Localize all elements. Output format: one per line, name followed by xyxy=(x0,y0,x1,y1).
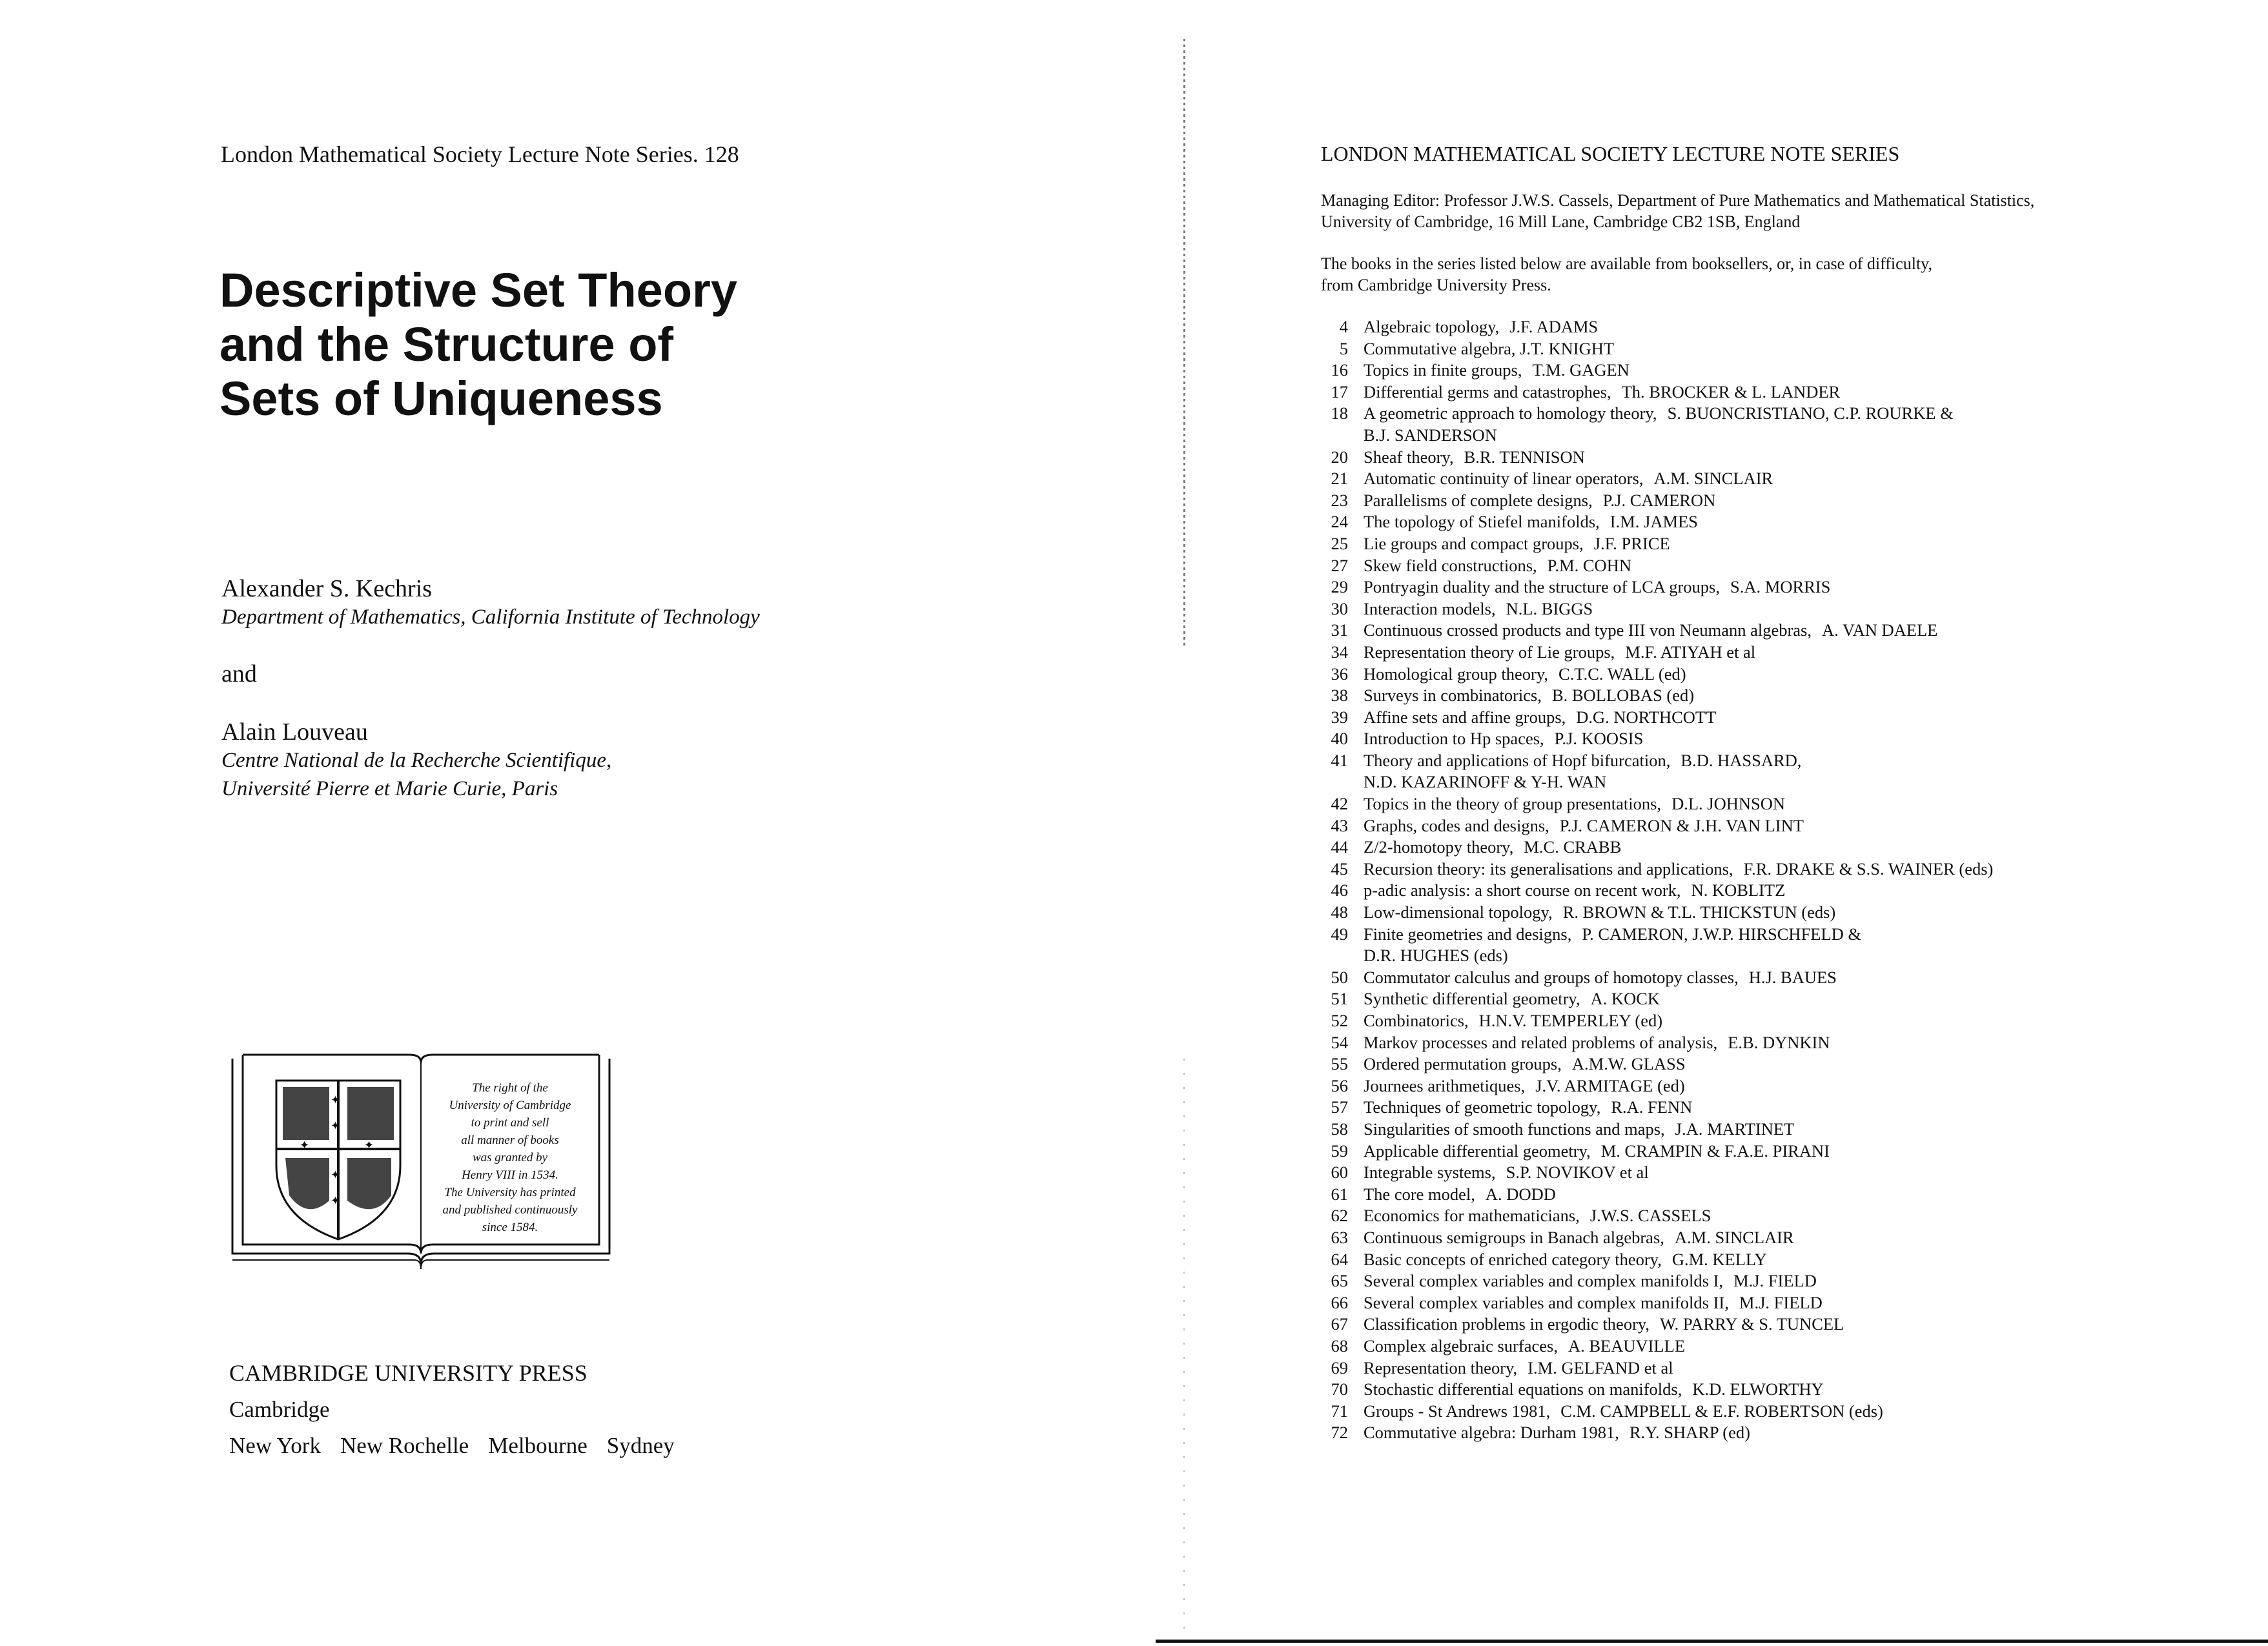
book-title: Sheaf theory, xyxy=(1364,447,1454,467)
book-title: Low-dimensional topology, xyxy=(1364,902,1553,922)
book-list-item xyxy=(1304,642,2240,664)
book-list-item xyxy=(1304,576,2240,598)
book-title: Representation theory, xyxy=(1364,1357,1518,1377)
book-list-item xyxy=(1304,1227,2240,1249)
book-title: The core model, xyxy=(1364,1184,1475,1204)
book-title xyxy=(220,263,737,426)
book-list-item xyxy=(1304,511,2240,533)
book-authors: H.J. BAUES xyxy=(1748,967,1837,987)
book-title: The topology of Stiefel manifolds, xyxy=(1364,512,1600,532)
title-line: Sets of Uniqueness xyxy=(220,372,663,425)
book-authors: A. VAN DAELE xyxy=(1822,620,1938,640)
book-title: Interaction models, xyxy=(1364,598,1496,618)
book-list-item xyxy=(1304,664,2240,686)
book-title: Economics for mathematicians, xyxy=(1364,1206,1580,1226)
book-number: 50 xyxy=(1331,967,1348,987)
book-title: Synthetic differential geometry, xyxy=(1364,989,1580,1009)
author-affiliation xyxy=(221,746,611,803)
book-list-item xyxy=(1304,1053,2240,1075)
book-list-item xyxy=(1304,1032,2240,1054)
book-title: Basic concepts of enriched category theory, xyxy=(1364,1249,1662,1269)
book-title: Combinatorics, xyxy=(1364,1011,1469,1030)
book-authors: I.M. GELFAND et al xyxy=(1527,1357,1673,1377)
book-title: Finite geometries and designs, xyxy=(1364,924,1572,944)
intro-line: The books in the series listed below are available from booksellers, or, in case of difficulty, xyxy=(1321,254,1932,273)
book-list-item xyxy=(1304,859,2240,880)
book-title: Classification problems in ergodic theory, xyxy=(1364,1314,1650,1334)
svg-text:✦: ✦ xyxy=(364,1139,374,1152)
book-number: 38 xyxy=(1331,686,1348,706)
book-number: 46 xyxy=(1331,880,1348,900)
book-number: 58 xyxy=(1331,1119,1348,1139)
book-number: 72 xyxy=(1331,1423,1348,1443)
book-title: Lie groups and compact groups, xyxy=(1364,533,1584,553)
book-list-item xyxy=(1304,1314,2240,1336)
book-authors: H.N.V. TEMPERLEY (ed) xyxy=(1478,1011,1663,1030)
book-number: 69 xyxy=(1331,1357,1348,1377)
book-list-item xyxy=(1304,447,2240,469)
book-authors: C.M. CAMPBELL & E.F. ROBERTSON (eds) xyxy=(1560,1401,1883,1421)
book-title: p-adic analysis: a short course on recent work, xyxy=(1364,880,1681,900)
book-title: Continuous semigroups in Banach algebras, xyxy=(1364,1227,1664,1247)
book-title: Commutator calculus and groups of homotopy classes, xyxy=(1364,967,1739,987)
book-authors: N. KOBLITZ xyxy=(1691,880,1786,900)
book-title: Homological group theory, xyxy=(1364,664,1549,684)
book-number: 66 xyxy=(1331,1292,1348,1312)
book-list-item xyxy=(1304,902,2240,924)
book-number: 52 xyxy=(1331,1011,1348,1030)
book-authors-continued: D.R. HUGHES (eds) xyxy=(1364,946,1508,966)
author-name: Alain Louveau xyxy=(221,718,368,746)
book-authors: W. PARRY & S. TUNCEL xyxy=(1660,1314,1844,1334)
book-number: 43 xyxy=(1331,815,1348,835)
book-list-item xyxy=(1304,533,2240,555)
book-authors: J.W.S. CASSELS xyxy=(1589,1206,1711,1226)
emblem-text-line: was granted by xyxy=(472,1151,548,1164)
book-number: 23 xyxy=(1331,490,1348,510)
book-title: Commutative algebra: Durham 1981, xyxy=(1364,1423,1619,1443)
book-number: 60 xyxy=(1331,1163,1348,1183)
book-number: 57 xyxy=(1331,1097,1348,1117)
book-list-item xyxy=(1304,750,2240,772)
book-authors: A. KOCK xyxy=(1590,989,1660,1009)
book-authors: N.L. BIGGS xyxy=(1506,598,1593,618)
managing-editor xyxy=(1321,190,2268,232)
book-title: Parallelisms of complete designs, xyxy=(1364,490,1593,510)
book-authors: S.P. NOVIKOV et al xyxy=(1506,1163,1649,1183)
book-title: Markov processes and related problems of analysis, xyxy=(1364,1032,1718,1052)
book-title: Representation theory of Lie groups, xyxy=(1364,642,1615,662)
book-title: Ordered permutation groups, xyxy=(1364,1054,1562,1074)
book-authors: B.D. HASSARD, xyxy=(1681,750,1802,770)
book-number: 44 xyxy=(1331,837,1348,857)
book-title: Several complex variables and complex manifolds I, xyxy=(1364,1271,1724,1291)
book-number: 65 xyxy=(1331,1271,1348,1291)
book-authors: R.A. FENN xyxy=(1611,1097,1693,1117)
book-title: Recursion theory: its generalisations and applications, xyxy=(1364,859,1733,879)
book-title: Applicable differential geometry, xyxy=(1364,1141,1591,1161)
book-authors: D.G. NORTHCOTT xyxy=(1576,707,1717,727)
book-number: 39 xyxy=(1331,707,1348,727)
author-name: Alexander S. Kechris xyxy=(221,575,433,602)
emblem-text-line: The right of the xyxy=(472,1081,548,1095)
svg-text:✦: ✦ xyxy=(300,1139,310,1152)
book-list-item xyxy=(1304,924,2240,946)
and-word: and xyxy=(221,660,257,687)
book-authors: C.T.C. WALL (ed) xyxy=(1558,664,1686,684)
book-list-item xyxy=(1304,815,2240,837)
emblem-text-line: and published continuously xyxy=(442,1203,578,1217)
book-authors: T.M. GAGEN xyxy=(1532,360,1629,380)
book-list-item xyxy=(1304,1270,2240,1292)
book-authors: F.R. DRAKE & S.S. WAINER (eds) xyxy=(1743,859,1994,879)
book-title: Several complex variables and complex manifolds II, xyxy=(1364,1292,1729,1312)
book-authors: G.M. KELLY xyxy=(1671,1249,1767,1269)
title-line: Descriptive Set Theory xyxy=(220,263,737,317)
svg-text:✦: ✦ xyxy=(331,1119,341,1133)
book-list-item xyxy=(1304,1162,2240,1184)
book-authors: S. BUONCRISTIANO, C.P. ROURKE & xyxy=(1667,403,1954,423)
city-name: Melbourne xyxy=(488,1433,587,1458)
book-list-item xyxy=(1304,967,2240,989)
title-line: and the Structure of xyxy=(220,318,674,371)
book-number: 48 xyxy=(1331,902,1348,922)
book-list-item xyxy=(1304,728,2240,750)
svg-text:✦: ✦ xyxy=(331,1168,341,1182)
book-authors: A.M.W. GLASS xyxy=(1571,1054,1686,1074)
editor-line: Managing Editor: Professor J.W.S. Cassels, Department of Pure Mathematics and Mathematical Statistics, xyxy=(1321,191,2035,210)
book-title: Techniques of geometric topology, xyxy=(1364,1097,1601,1117)
svg-text:✦: ✦ xyxy=(331,1093,341,1107)
book-authors: R.Y. SHARP (ed) xyxy=(1629,1423,1750,1443)
book-title: Pontryagin duality and the structure of LCA groups, xyxy=(1364,577,1720,597)
book-list-item xyxy=(1304,403,2240,425)
book-title: Topics in the theory of group presentations, xyxy=(1364,794,1662,814)
emblem-text-line: since 1584. xyxy=(482,1221,538,1234)
book-list-item xyxy=(1304,1184,2240,1206)
book-authors: K.D. ELWORTHY xyxy=(1692,1379,1824,1399)
book-authors: J.F. ADAMS xyxy=(1509,317,1599,336)
book-number: 49 xyxy=(1331,924,1348,944)
book-title: Integrable systems, xyxy=(1364,1163,1496,1183)
book-number: 42 xyxy=(1331,794,1348,814)
book-title: Differential germs and catastrophes, xyxy=(1364,381,1611,401)
book-authors: A.M. SINCLAIR xyxy=(1674,1227,1794,1247)
book-authors: P.J. CAMERON xyxy=(1602,490,1716,510)
book-number: 62 xyxy=(1331,1206,1348,1226)
book-list-item xyxy=(1304,1205,2240,1227)
book-authors: A. BEAUVILLE xyxy=(1568,1336,1686,1356)
book-list-item xyxy=(1304,1075,2240,1097)
book-authors: M.J. FIELD xyxy=(1739,1292,1823,1312)
book-number: 68 xyxy=(1331,1336,1348,1356)
book-authors: A. DODD xyxy=(1485,1184,1556,1204)
book-authors: P.J. CAMERON & J.H. VAN LINT xyxy=(1559,815,1804,835)
book-list-item xyxy=(1304,1249,2240,1271)
book-number: 21 xyxy=(1331,469,1348,489)
book-title: Commutative algebra, J.T. KNIGHT xyxy=(1364,338,1615,358)
book-list-item xyxy=(1304,1010,2240,1032)
book-authors: M.C. CRABB xyxy=(1524,837,1622,857)
book-title: Complex algebraic surfaces, xyxy=(1364,1336,1558,1356)
book-list-item xyxy=(1304,707,2240,729)
book-number: 41 xyxy=(1331,750,1348,770)
book-list xyxy=(1304,316,2240,1444)
book-authors: P.M. COHN xyxy=(1547,555,1631,575)
book-authors: D.L. JOHNSON xyxy=(1671,794,1786,814)
page-gutter xyxy=(1183,39,1185,645)
book-list-item xyxy=(1304,1119,2240,1141)
series-heading: LONDON MATHEMATICAL SOCIETY LECTURE NOTE SERIES xyxy=(1321,142,1900,165)
book-title: Graphs, codes and designs, xyxy=(1364,815,1549,835)
book-title: Journees arithmetiques, xyxy=(1364,1075,1526,1095)
book-title: Skew field constructions, xyxy=(1364,555,1537,575)
book-title: Topics in finite groups, xyxy=(1364,360,1522,380)
book-list-item xyxy=(1304,1336,2240,1357)
book-list-item xyxy=(1304,1292,2240,1314)
emblem-text-line: Henry VIII in 1534. xyxy=(462,1168,558,1182)
book-list-item xyxy=(1304,598,2240,620)
series-line: London Mathematical Society Lecture Note Series. 128 xyxy=(221,141,739,167)
book-number: 20 xyxy=(1331,447,1348,467)
book-number: 34 xyxy=(1331,642,1348,662)
city-name: New York xyxy=(229,1433,321,1458)
book-authors: S.A. MORRIS xyxy=(1730,577,1831,597)
book-list-item xyxy=(1304,316,2240,338)
book-authors: J.V. ARMITAGE (ed) xyxy=(1535,1075,1685,1095)
book-list-item xyxy=(1304,338,2240,360)
book-number: 70 xyxy=(1331,1379,1348,1399)
book-number: 40 xyxy=(1331,729,1348,749)
book-title: Groups - St Andrews 1981, xyxy=(1364,1401,1551,1421)
book-title: Affine sets and affine groups, xyxy=(1364,707,1566,727)
emblem-text-line: University of Cambridge xyxy=(449,1099,571,1112)
book-title: Theory and applications of Hopf bifurcation, xyxy=(1364,750,1671,770)
book-list-item xyxy=(1304,1357,2240,1379)
publisher-cities xyxy=(229,1433,694,1459)
book-number: 54 xyxy=(1331,1032,1348,1052)
book-number: 27 xyxy=(1331,555,1348,575)
book-number: 67 xyxy=(1331,1314,1348,1334)
affiliation-line: Université Pierre et Marie Curie, Paris xyxy=(221,777,558,800)
affiliation-line: Centre National de la Recherche Scientifique, xyxy=(221,749,612,772)
author-affiliation: Department of Mathematics, California Institute of Technology xyxy=(221,605,760,629)
book-list-item xyxy=(1304,490,2240,512)
emblem-text-line: The University has printed xyxy=(444,1186,576,1199)
book-list-item xyxy=(1304,381,2240,403)
book-authors: M.J. FIELD xyxy=(1733,1271,1817,1291)
book-list-item xyxy=(1304,555,2240,577)
book-number: 24 xyxy=(1331,512,1348,532)
page-gutter xyxy=(1183,1059,1185,1640)
book-authors: I.M. JAMES xyxy=(1609,512,1698,532)
book-number: 18 xyxy=(1331,403,1348,423)
book-number: 45 xyxy=(1331,859,1348,879)
book-authors-continued: N.D. KAZARINOFF & Y-H. WAN xyxy=(1364,772,1607,792)
book-list-item xyxy=(1304,880,2240,902)
emblem-text xyxy=(426,1079,594,1236)
book-list-item xyxy=(1304,1401,2240,1423)
city-name: Sydney xyxy=(606,1433,675,1458)
emblem-text-line: to print and sell xyxy=(471,1116,549,1130)
book-number: 55 xyxy=(1331,1054,1348,1074)
book-authors: A.M. SINCLAIR xyxy=(1653,469,1773,489)
book-authors: P.J. KOOSIS xyxy=(1554,729,1644,749)
book-number: 16 xyxy=(1331,360,1348,380)
book-number: 59 xyxy=(1331,1141,1348,1161)
book-authors: J.F. PRICE xyxy=(1593,533,1670,553)
availability-note xyxy=(1321,253,2096,296)
book-title: Algebraic topology, xyxy=(1364,317,1500,336)
book-authors: M. CRAMPIN & F.A.E. PIRANI xyxy=(1600,1141,1830,1161)
editor-line: University of Cambridge, 16 Mill Lane, Cambridge CB2 1SB, England xyxy=(1321,212,1801,231)
book-number: 36 xyxy=(1331,664,1348,684)
book-list-item xyxy=(1304,360,2240,381)
book-number: 63 xyxy=(1331,1227,1348,1247)
publisher-city: Cambridge xyxy=(229,1397,330,1422)
book-authors: J.A. MARTINET xyxy=(1675,1119,1795,1139)
book-number: 29 xyxy=(1331,577,1348,597)
svg-text:✦: ✦ xyxy=(331,1194,341,1208)
book-number: 51 xyxy=(1331,989,1348,1009)
book-number: 64 xyxy=(1331,1249,1348,1269)
book-list-item xyxy=(1304,1422,2240,1444)
book-list-item xyxy=(1304,1097,2240,1119)
book-number: 56 xyxy=(1331,1075,1348,1095)
book-number: 31 xyxy=(1331,620,1348,640)
book-list-item xyxy=(1304,837,2240,859)
book-authors-continued: B.J. SANDERSON xyxy=(1364,425,1497,445)
book-title: A geometric approach to homology theory, xyxy=(1364,403,1657,423)
book-list-item xyxy=(1304,620,2240,642)
book-list-item xyxy=(1304,793,2240,815)
book-list-item xyxy=(1304,468,2240,490)
book-number: 5 xyxy=(1339,338,1348,358)
book-number: 17 xyxy=(1331,381,1348,401)
book-title: Continuous crossed products and type III von Neumann algebras, xyxy=(1364,620,1812,640)
book-number: 71 xyxy=(1331,1401,1348,1421)
emblem-text-line: all manner of books xyxy=(461,1133,559,1147)
book-list-item xyxy=(1304,1141,2240,1163)
book-title: Z/2-homotopy theory, xyxy=(1364,837,1514,857)
book-list-item xyxy=(1304,1379,2240,1401)
book-list-item xyxy=(1304,988,2240,1010)
book-number: 61 xyxy=(1331,1184,1348,1204)
book-authors: B.R. TENNISON xyxy=(1464,447,1585,467)
book-authors: B. BOLLOBAS (ed) xyxy=(1552,686,1695,706)
city-name: New Rochelle xyxy=(340,1433,469,1458)
publisher-name: CAMBRIDGE UNIVERSITY PRESS xyxy=(229,1360,587,1386)
book-list-item xyxy=(1304,685,2240,707)
book-title: Stochastic differential equations on manifolds, xyxy=(1364,1379,1682,1399)
intro-line: from Cambridge University Press. xyxy=(1321,276,1551,294)
book-number: 4 xyxy=(1339,317,1348,336)
book-authors: M.F. ATIYAH et al xyxy=(1625,642,1756,662)
book-number: 30 xyxy=(1331,598,1348,618)
book-authors: Th. BROCKER & L. LANDER xyxy=(1621,381,1841,401)
book-authors: E.B. DYNKIN xyxy=(1728,1032,1830,1052)
book-number: 25 xyxy=(1331,533,1348,553)
book-title: Introduction to Hp spaces, xyxy=(1364,729,1544,749)
book-title: Surveys in combinatorics, xyxy=(1364,686,1542,706)
book-authors: R. BROWN & T.L. THICKSTUN (eds) xyxy=(1562,902,1836,922)
book-title: Automatic continuity of linear operators, xyxy=(1364,469,1644,489)
book-title: Singularities of smooth functions and maps, xyxy=(1364,1119,1665,1139)
book-authors: P. CAMERON, J.W.P. HIRSCHFELD & xyxy=(1582,924,1862,944)
